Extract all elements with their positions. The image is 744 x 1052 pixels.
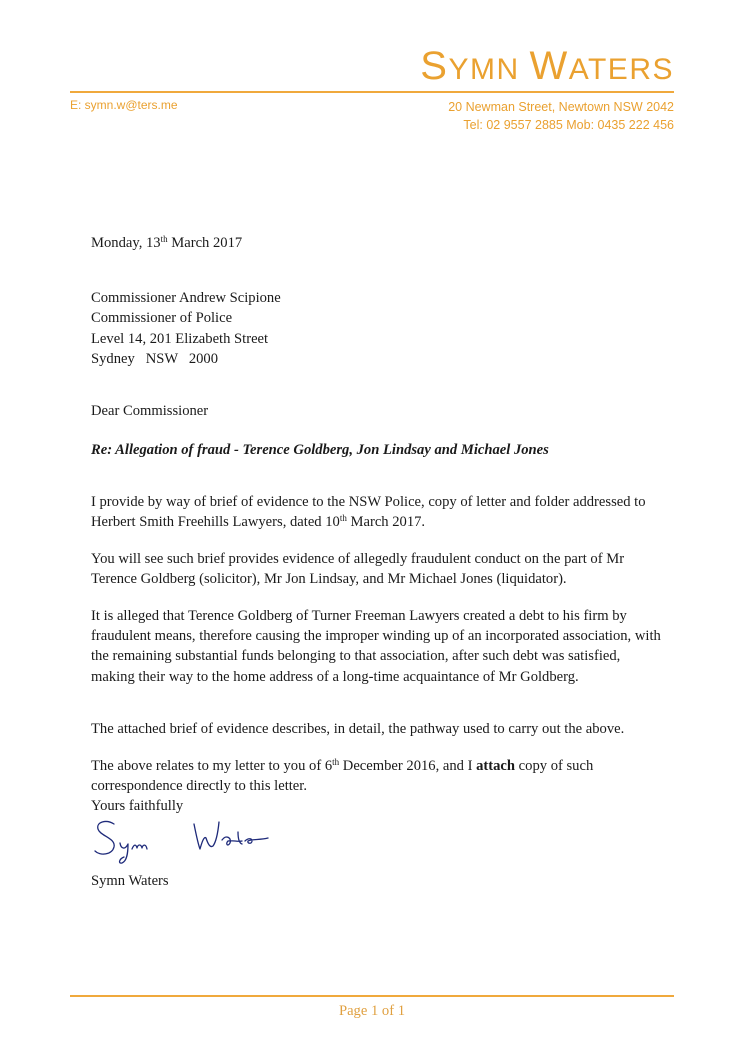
- letter-date: Monday, 13th March 2017: [91, 234, 243, 251]
- body-paragraph: The above relates to my letter to you of 6th December 2016, and I attach copy of such correspondence directly to this letter.: [91, 756, 594, 794]
- body-paragraph: I provide by way of brief of evidence to the NSW Police, copy of letter and folder addressed to Herbert Smith Freehills Lawyers, dated 10th March 2017.: [91, 493, 646, 530]
- subject-line: Re: Allegation of fraud - Terence Goldberg, Jon Lindsay and Michael Jones: [91, 442, 549, 458]
- letterhead-address: 20 Newman Street, Newtown NSW 2042: [448, 100, 674, 114]
- closing: Yours faithfully: [91, 798, 184, 814]
- letterhead-contact: [448, 98, 674, 134]
- recipient-address: [91, 288, 661, 370]
- recipient-line: Commissioner of Police: [91, 310, 233, 327]
- body-paragraph: You will see such brief provides evidence of allegedly fraudulent conduct on the part of Mr Terence Goldberg (solicitor), Mr Jon Lindsay, and Mr Michael Jones (liquidator).: [91, 550, 625, 587]
- footer-divider: [70, 995, 674, 997]
- body-paragraph: It is alleged that Terence Goldberg of Turner Freeman Lawyers created a debt to his firm by fraudulent means, therefore causing the improper winding up of an incorporated association, with the remaining substantial funds belonging to that association, after such debt was satisfied, making their way to the home address of a long-time acquaintance of Mr Goldberg.: [91, 607, 661, 685]
- body-paragraph: The attached brief of evidence describes, in detail, the pathway used to carry out the above.: [91, 720, 625, 737]
- recipient-line: Sydney NSW 2000: [91, 351, 219, 368]
- recipient-line: Level 14, 201 Elizabeth Street: [91, 330, 269, 347]
- header-divider: [70, 91, 674, 93]
- recipient-line: Commissioner Andrew Scipione: [91, 290, 281, 306]
- signatory-name: Symn Waters: [91, 873, 169, 889]
- letterhead-name: SYMN WATERS: [420, 44, 674, 88]
- letterhead-phones: Tel: 02 9557 2885 Mob: 0435 222 456: [463, 118, 674, 132]
- salutation: Dear Commissioner: [91, 403, 209, 419]
- page-number: Page 1 of 1: [338, 1003, 406, 1019]
- letterhead-email: E: symn.w@ters.me: [70, 98, 178, 112]
- handwritten-signature: [92, 816, 282, 866]
